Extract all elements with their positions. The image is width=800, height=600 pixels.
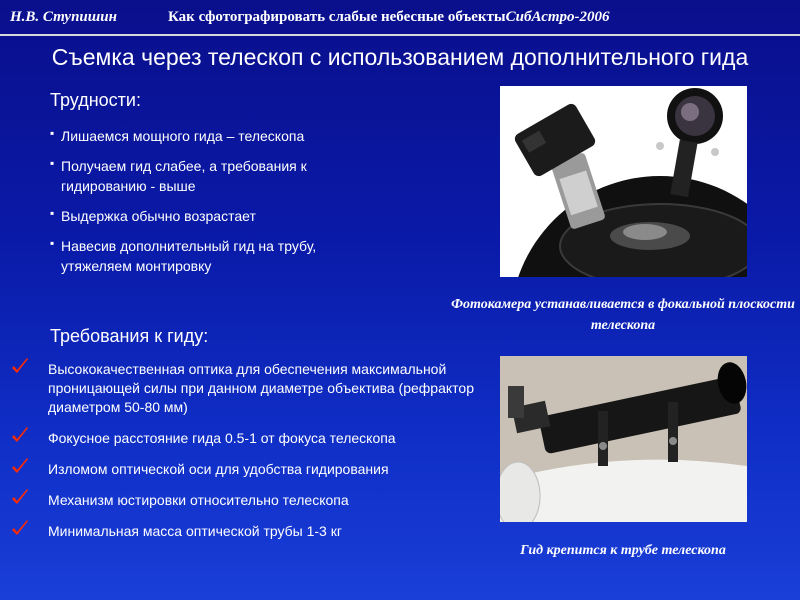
square-bullet-icon: ▪ — [50, 126, 55, 140]
difficulty-text: Навесив дополнительный гид на трубу, утяжеляем монтировку — [61, 238, 317, 274]
difficulty-item — [48, 156, 378, 196]
slide-header — [0, 0, 800, 34]
requirement-item — [8, 491, 478, 510]
difficulties-heading: Трудности: — [50, 90, 141, 110]
checkmark-icon — [10, 358, 30, 378]
difficulty-item — [48, 206, 378, 226]
camera-on-telescope-photo — [500, 86, 747, 277]
checkmark-icon — [10, 427, 30, 447]
requirement-text: Фокусное расстояние гида 0.5-1 от фокуса телескопа — [48, 430, 396, 446]
requirements-heading: Требования к гиду: — [50, 326, 209, 346]
requirement-item — [8, 522, 478, 541]
guide-on-tube-illustration — [500, 356, 747, 522]
square-bullet-icon: ▪ — [50, 236, 55, 250]
requirement-text: Механизм юстировки относительно телескопа — [48, 492, 349, 508]
requirements-list — [8, 360, 478, 553]
checkmark-icon — [10, 520, 30, 540]
requirement-item — [8, 360, 478, 417]
requirement-item — [8, 429, 478, 448]
difficulty-text: Лишаемся мощного гида – телескопа — [61, 128, 305, 144]
header-divider — [0, 34, 800, 36]
difficulty-text: Получаем гид слабее, а требования к гидированию - выше — [61, 158, 307, 194]
guide-on-tube-photo — [500, 356, 747, 522]
square-bullet-icon: ▪ — [50, 206, 55, 220]
top-photo-caption: Фотокамера устанавливается в фокальной плоскости телескопа — [451, 297, 795, 333]
difficulties-list — [48, 126, 378, 286]
requirement-text: Изломом оптической оси для удобства гидирования — [48, 461, 389, 477]
slide-title: Съемка через телескоп с использованием дополнительного гида — [51, 44, 749, 70]
square-bullet-icon: ▪ — [50, 156, 55, 170]
difficulty-text: Выдержка обычно возрастает — [61, 208, 256, 224]
checkmark-icon — [10, 489, 30, 509]
bottom-photo-caption: Гид крепится к трубе телескопа — [520, 543, 726, 558]
header-title — [168, 9, 610, 26]
talk-title: Как сфотографировать слабые небесные объекты — [168, 9, 506, 25]
camera-on-telescope-illustration — [500, 86, 747, 277]
author-name: Н.В. Ступишин — [10, 9, 117, 25]
difficulty-item — [48, 236, 378, 276]
checkmark-icon — [10, 458, 30, 478]
conference-name: СибАстро-2006 — [505, 9, 610, 25]
requirement-text: Минимальная масса оптической трубы 1-3 кг — [48, 523, 342, 539]
difficulty-item — [48, 126, 378, 146]
requirement-item — [8, 460, 478, 479]
requirement-text: Высококачественная оптика для обеспечения максимальной проницающей силы при данном диаметре объектива (рефрактор диаметром 50-80 мм) — [48, 361, 474, 415]
